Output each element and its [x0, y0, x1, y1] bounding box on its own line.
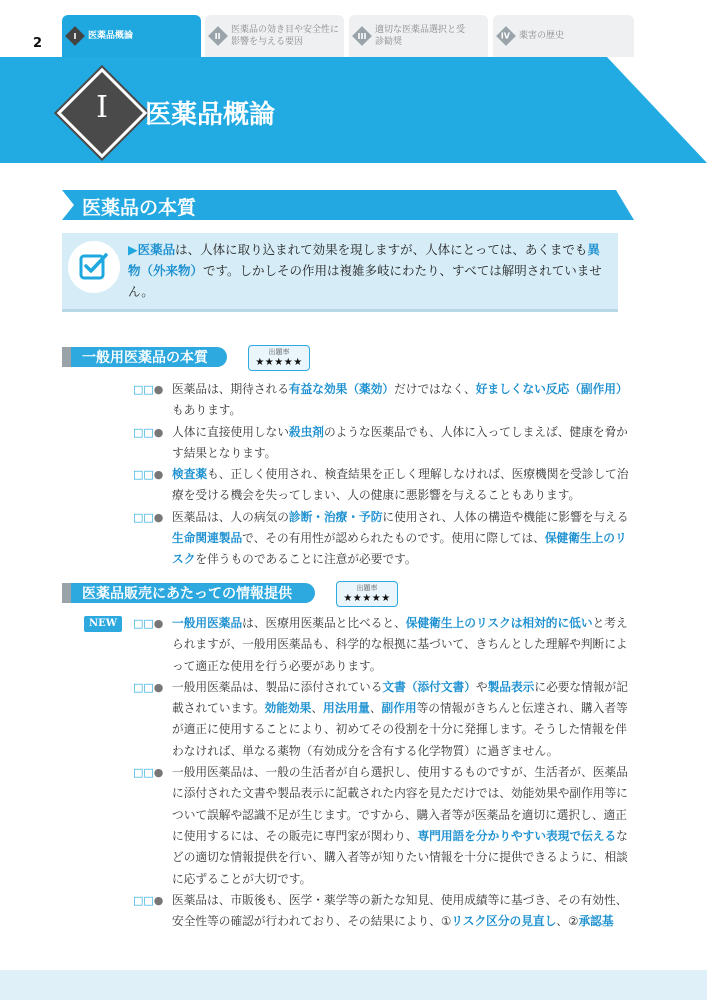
checkbox-icon[interactable]: □□● — [133, 383, 164, 396]
checkbox-icon[interactable]: □□● — [133, 617, 164, 630]
roman-numeral-icon: II — [208, 26, 228, 46]
checkbox-icon[interactable]: □□● — [133, 425, 164, 439]
item-list — [133, 379, 635, 571]
checkbox-icon[interactable]: □□● — [133, 893, 164, 907]
tab-label: 薬害の歴史 — [519, 31, 565, 41]
checkbox-icon[interactable]: □□● — [133, 468, 164, 482]
roman-numeral-icon: IV — [496, 26, 516, 46]
tab-label: 医薬品概論 — [88, 31, 134, 41]
frequency-badge: 出題率 ★★★★★ — [336, 581, 398, 607]
chapter-number: I — [96, 90, 108, 125]
summary-text: ▶医薬品は、人体に取り込まれて効果を現しますが、人体にとっては、あくまでも異物（外来物）です。しかしその作用は複雑多岐にわたり、すべては解明されていません。 — [128, 242, 602, 299]
list-item: □□● 一般用医薬品は、医療用医薬品と比べると、保健衛生上のリスクは相対的に低いと考えられますが、一般用医薬品も、科学的な根拠に基づいて、きちんとした理解や判断によって適正な使用を行う必要があります。 — [133, 613, 635, 677]
list-item: □□● 一般用医薬品は、製品に添付されている文書（添付文書）や製品表示に必要な情報が記載されています。効能効果、用法用量、副作用等の情報がきちんと伝達され、購入者等が適正に使用することにより、初めてその役割を十分に発揮します。そうした情報を伴わなければ、単なる薬物（有効成分を含有する化学物質）に過ぎません。 — [133, 677, 635, 762]
list-item: □□● 一般用医薬品は、一般の生活者が自ら選択し、使用するものですが、生活者が、医薬品に添付された文書や製品表示に記載された内容を見ただけでは、効能効果や副作用等について誤解や認識不足が生じます。ですから、購入者等が医薬品を適切に選択し、適正に使用するには、その販売に専門家が関わり、専門用語を分かりやすい表現で伝えるなどの適切な情報提供を行い、購入者等が知りたい情報を十分に提供できるように、相談に応ずることが大切です。 — [133, 762, 635, 890]
tab-label: 医薬品の効き目や安全性に影響を与える要因 — [231, 25, 340, 47]
star-rating: ★★★★★ — [255, 357, 303, 368]
roman-numeral-icon: III — [352, 26, 372, 46]
tab-chapter-4[interactable] — [493, 15, 634, 57]
checkbox-icon[interactable]: □□● — [133, 766, 164, 780]
checkbox-icon[interactable]: □□● — [133, 680, 164, 694]
tab-chapter-2[interactable] — [205, 15, 344, 57]
roman-numeral-icon: I — [65, 26, 85, 46]
item-list — [133, 613, 635, 932]
section-title: 医薬品の本質 — [82, 197, 197, 219]
list-item: □□● 医薬品は、市販後も、医学・薬学等の新たな知見、使用成績等に基づき、その有効性、安全性等の確認が行われており、その結果により、①リスク区分の見直し、②承認基 — [133, 890, 635, 933]
checklist-icon — [68, 241, 120, 293]
tab-chapter-1[interactable] — [62, 15, 201, 57]
summary-box — [62, 233, 618, 312]
checkbox-icon[interactable]: □□● — [133, 510, 164, 524]
tab-chapter-3[interactable] — [349, 15, 488, 57]
star-rating: ★★★★★ — [343, 593, 391, 604]
subsection-heading: 一般用医薬品の本質 — [62, 347, 227, 367]
list-item: □□● 検査薬も、正しく使用され、検査結果を正しく理解しなければ、医療機関を受診して治療を受ける機会を失ってしまい、人の健康に悪影響を与えることもあります。 — [133, 464, 635, 507]
new-badge: NEW — [84, 616, 122, 632]
list-item: □□● 医薬品は、期待される有益な効果（薬効）だけではなく、好ましくない反応（副作用）もあります。 — [133, 379, 635, 422]
subsection-heading: 医薬品販売にあたっての情報提供 — [62, 583, 315, 603]
frequency-badge: 出題率 ★★★★★ — [248, 345, 310, 371]
list-item: □□● 医薬品は、人の病気の診断・治療・予防に使用され、人体の構造や機能に影響を与える生命関連製品で、その有用性が認められたものです。使用に際しては、保健衛生上のリスクを伴うものであることに注意が必要です。 — [133, 507, 635, 571]
chapter-title: 医薬品概論 — [145, 100, 276, 130]
page-number: 2 — [33, 36, 43, 51]
tab-label: 適切な医薬品選択と受診勧奨 — [375, 25, 466, 47]
list-item: □□● 人体に直接使用しない殺虫剤のような医薬品でも、人体に入ってしまえば、健康を脅かす結果となります。 — [133, 422, 635, 465]
footer-band — [0, 970, 707, 1000]
chapter-tabs — [62, 15, 634, 57]
